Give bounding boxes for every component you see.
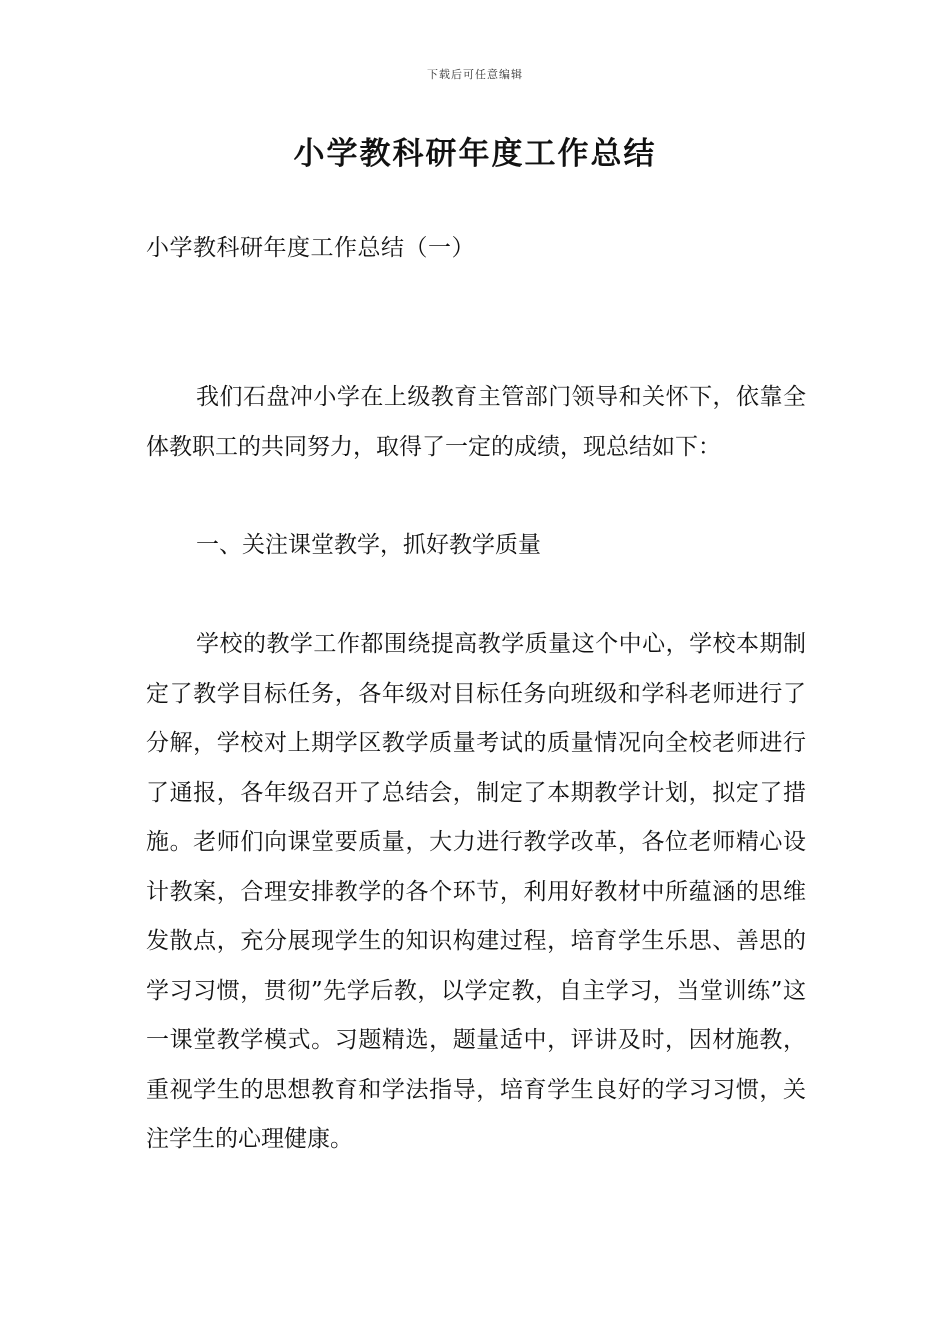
document-subtitle: 小学教科研年度工作总结（一）: [146, 235, 475, 261]
intro-paragraph: 我们石盘冲小学在上级教育主管部门领导和关怀下，依靠全体教职工的共同努力，取得了一定的成绩，现总结如下：: [146, 384, 806, 460]
document-title: 小学教科研年度工作总结: [293, 136, 657, 172]
header-note: 下载后可任意编辑: [427, 68, 523, 81]
section-paragraph: 学校的教学工作都围绕提高教学质量这个中心，学校本期制定了教学目标任务，各年级对目标任务向班级和学科老师进行了分解，学校对上期学区教学质量考试的质量情况向全校老师进行了通报，各年级召开了总结会，制定了本期教学计划，拟定了措施。老师们向课堂要质量，大力进行教学改革，各位老师精心设计教案，合理安排教学的各个环节，利用好教材中所蕴涵的思维发散点，充分展现学生的知识构建过程，培育学生乐思、善思的学习习惯，贯彻”先学后教，以学定教，自主学习，当堂训练”这一课堂教学模式。习题精选，题量适中，评讲及时，因材施教，重视学生的思想教育和学法指导，培育学生良好的学习习惯，关注学生的心理健康。: [146, 631, 806, 1152]
section-heading: 一、关注课堂教学，抓好教学质量: [196, 532, 541, 558]
